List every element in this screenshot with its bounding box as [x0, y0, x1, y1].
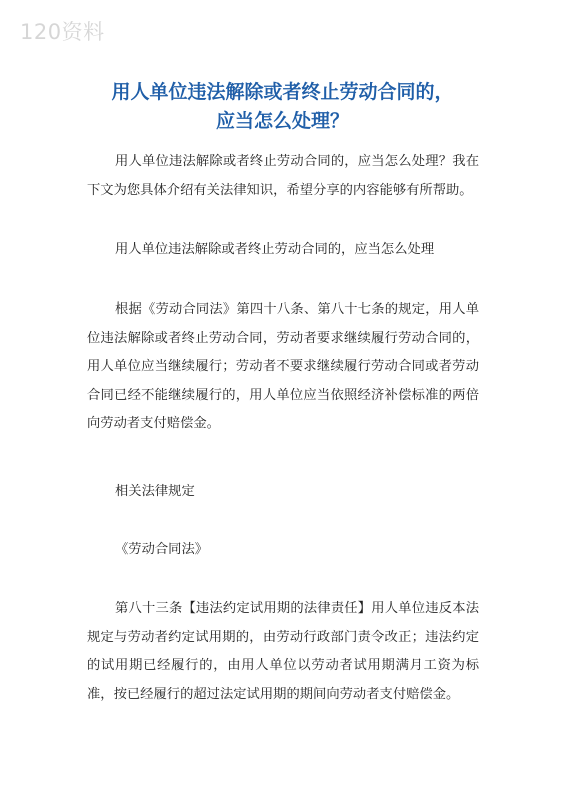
title-line-1: 用人单位违法解除或者终止劳动合同的， — [111, 81, 454, 103]
title-line-2: 应当怎么处理？ — [215, 110, 349, 132]
intro-paragraph: 用人单位违法解除或者终止劳动合同的，应当怎么处理？我在下文为您具体介绍有关法律知识，希望分享的内容能够有所帮助。 — [87, 154, 479, 198]
section-heading: 用人单位违法解除或者终止劳动合同的，应当怎么处理 — [115, 242, 435, 257]
related-law-heading: 相关法律规定 — [115, 484, 195, 499]
answer-paragraph: 根据《劳动合同法》第四十八条、第八十七条的规定，用人单位违法解除或者终止劳动合同，劳动者要求继续履行劳动合同的，用人单位应当继续履行；劳动者不要求继续履行劳动合同或者劳动合同已经不能继续履行的，用人单位应当依照经济补偿标准的两倍向劳动者支付赔偿金。 — [87, 302, 479, 431]
article-83-paragraph: 第八十三条【违法约定试用期的法律责任】用人单位违反本法规定与劳动者约定试用期的，由劳动行政部门责令改正；违法约定的试用期已经履行的，由用人单位以劳动者试用期满月工资为标准，按已经履行的超过法定试用期的期间向劳动者支付赔偿金。 — [87, 601, 479, 702]
document-title — [50, 78, 515, 136]
law-name: 《劳动合同法》 — [115, 542, 209, 557]
watermark-logo: 120资料 — [20, 20, 105, 44]
